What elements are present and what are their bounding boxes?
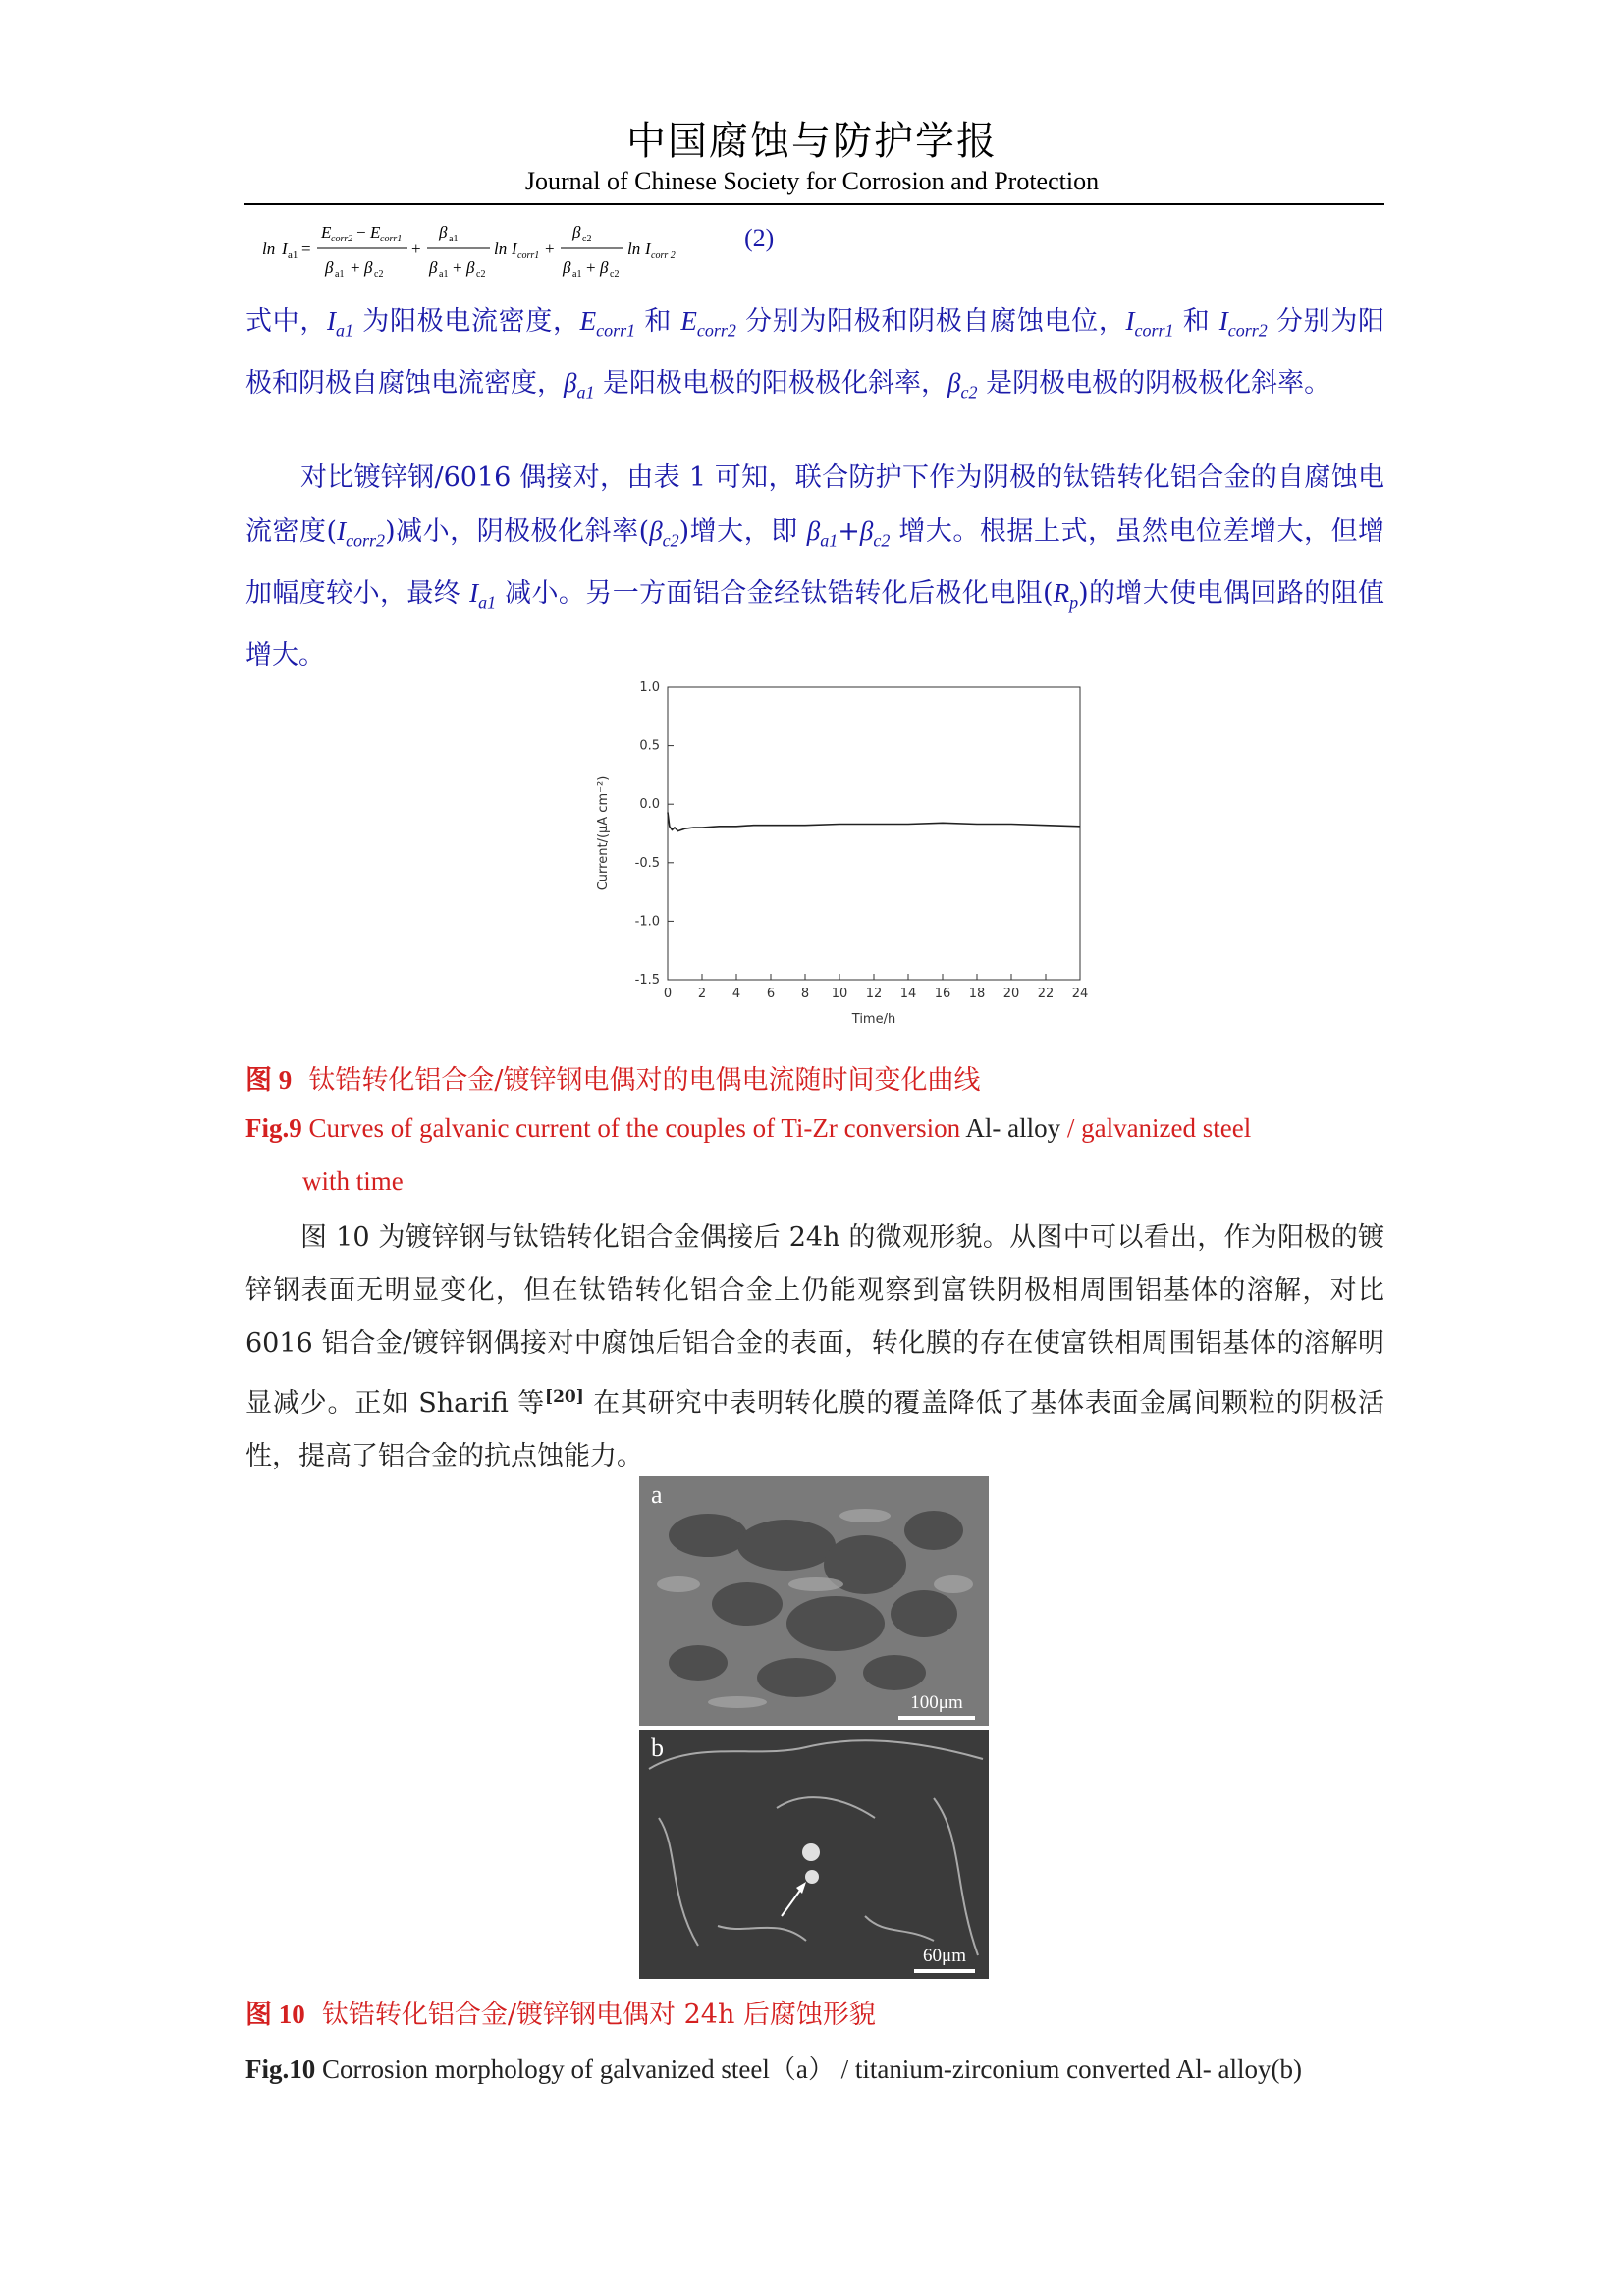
svg-text:β: β — [429, 258, 438, 277]
svg-text:+: + — [586, 258, 596, 277]
fig10-panel-b — [639, 1730, 989, 1979]
fig9-ylabel: Current/(μA cm⁻²) — [596, 775, 611, 891]
fig9-xtick-label: 6 — [766, 987, 776, 1001]
svg-text:β: β — [563, 258, 571, 277]
svg-text:E: E — [370, 223, 381, 241]
fig9-chart-svg — [569, 677, 1100, 1041]
svg-text:−: − — [356, 223, 366, 241]
svg-text:β: β — [439, 223, 448, 241]
fig9-ytick-label: 0.0 — [639, 797, 660, 813]
svg-text:β: β — [600, 258, 609, 277]
fig9-plot-frame — [668, 687, 1080, 980]
fig10-panel-a-texture — [639, 1476, 989, 1726]
fig9-xtick-label: 14 — [899, 987, 917, 1001]
fig9-xlabel: Time/h — [851, 1012, 896, 1027]
svg-text:β: β — [466, 258, 475, 277]
paragraph-comparison: 对比镀锌钢/6016 偶接对，由表 1 可知，联合防护下作为阴极的钛锆转化铝合金的自腐蚀电流密度$(I_{corr2})$减小，阴极极化斜率$(\beta_{c2})$增大，即 $\beta_{a1}+\beta_{c2}$ 增大。根据上式，虽然电位差增大，但增加幅度较小，最终 $I_{a1}$ 减小。另一方面铝合金经钛锆转化后极化电阻$(R_p)$的增大使电偶回路的阻值增大。 — [245, 462, 1384, 670]
fig9-series-line — [668, 813, 1080, 831]
fig9-xtick-label: 22 — [1037, 987, 1055, 1001]
svg-text:β: β — [325, 258, 334, 277]
svg-text:a1: a1 — [449, 234, 459, 244]
svg-text:c2: c2 — [610, 269, 620, 280]
fig9-xtick-label: 12 — [865, 987, 883, 1001]
header-rule — [244, 203, 1384, 205]
fig9-xtick-label: 8 — [800, 987, 810, 1001]
fig10-caption-cn: 图 10 钛锆转化铝合金/镀锌钢电偶对 24h 后腐蚀形貌 — [245, 2000, 876, 2030]
svg-text:corr 2: corr 2 — [651, 250, 676, 261]
fig9-xtick-label: 2 — [697, 987, 707, 1001]
svg-text:corr1: corr1 — [517, 250, 540, 261]
fig9-ytick-label: 0.5 — [639, 738, 660, 754]
paragraph-morphology: 图 10 为镀锌钢与钛锆转化铝合金偶接后 24h 的微观形貌。从图中可以看出，作为阳极的镀锌钢表面无明显变化，但在钛锆转化铝合金上仍能观察到富铁阴极相周围铝基体的溶解，对比 6016 铝合金/镀锌钢偶接对中腐蚀后铝合金的表面，转化膜的存在使富铁相周围铝基体的溶解明显减少。正如 Sharifi 等[20] 在其研究中表明转化膜的覆盖降低了基体表面金属间颗粒的阴极活性，提高了铝合金的抗点蚀能力。 — [245, 1222, 1384, 1471]
fig9-ytick-label: -1.5 — [634, 973, 660, 988]
svg-text:c2: c2 — [374, 269, 384, 280]
svg-text:E: E — [321, 223, 332, 241]
svg-text:I: I — [512, 240, 517, 258]
svg-text:+: + — [411, 240, 421, 258]
paragraph-symbols: 式中，$I_{a1}$ 为阳极电流密度，$E_{corr1}$ 和 $E_{corr2}$ 分别为阳极和阴极自腐蚀电位，$I_{corr1}$ 和 $I_{corr2}$ 分别为阳极和阴极自腐蚀电流密度，$\beta_{a1}$ 是阳极电极的阳极极化斜率，$\beta_{c2}$ 是阴极电极的阴极极化斜率。 — [245, 306, 1384, 402]
svg-text:a1: a1 — [288, 249, 298, 261]
svg-text:β: β — [572, 223, 581, 241]
svg-text:corr1: corr1 — [380, 234, 403, 244]
svg-text:a1: a1 — [572, 269, 582, 280]
fig9-caption-cn: 图 9 钛锆转化铝合金/镀锌钢电偶对的电偶电流随时间变化曲线 — [245, 1065, 981, 1095]
svg-text:=: = — [301, 240, 311, 258]
svg-text:I: I — [645, 240, 651, 258]
fig9-xtick-label: 10 — [831, 987, 848, 1001]
journal-title-en: Journal of Chinese Society for Corrosion and Protection — [524, 167, 1100, 195]
fig9-xtick-label: 4 — [731, 987, 741, 1001]
fig10-panel-a-label: a — [651, 1480, 663, 1509]
fig9-caption-en: Fig.9 Curves of galvanic current of the couples of Ti-Zr conversion Al- alloy / galvanized steel with time — [245, 1113, 1252, 1196]
equation-number: (2) — [744, 224, 775, 252]
svg-text:I: I — [282, 240, 288, 258]
fig10-panel-b-scalebar: 60μm — [914, 1946, 975, 1973]
svg-text:+: + — [545, 240, 555, 258]
svg-text:c2: c2 — [582, 234, 592, 244]
fig9-xtick-label: 16 — [934, 987, 951, 1001]
journal-title-cn: 中国腐蚀与防护学报 — [626, 119, 998, 164]
svg-text:ln: ln — [262, 240, 276, 258]
svg-text:ln: ln — [627, 240, 641, 258]
fig9-chart — [569, 677, 1100, 1041]
fig10-panel-b-label: b — [651, 1734, 664, 1762]
fig10-panel-b-texture — [639, 1730, 989, 1979]
svg-text:corr2: corr2 — [331, 234, 353, 244]
svg-text:ln: ln — [494, 240, 508, 258]
fig9-ytick-label: 1.0 — [639, 680, 660, 695]
fig9-xtick-label: 24 — [1071, 987, 1089, 1001]
fig10-caption-en: Fig.10 Corrosion morphology of galvanized steel（a） / titanium-zirconium converted Al- alloy(b) — [245, 2055, 1302, 2084]
equation-2 — [260, 214, 810, 285]
svg-text:a1: a1 — [335, 269, 345, 280]
fig9-xtick-label: 18 — [968, 987, 986, 1001]
fig10-panel-a-scalebar: 100μm — [898, 1692, 975, 1720]
svg-text:+: + — [351, 258, 360, 277]
fig9-ytick-label: -0.5 — [634, 855, 660, 871]
svg-text:a1: a1 — [439, 269, 449, 280]
svg-text:+: + — [453, 258, 462, 277]
svg-text:c2: c2 — [476, 269, 486, 280]
fig10-panel-a — [639, 1476, 989, 1726]
svg-text:β: β — [364, 258, 373, 277]
fig9-ytick-label: -1.0 — [634, 914, 660, 930]
fig9-xtick-label: 0 — [663, 987, 673, 1001]
fig9-xtick-label: 20 — [1002, 987, 1020, 1001]
